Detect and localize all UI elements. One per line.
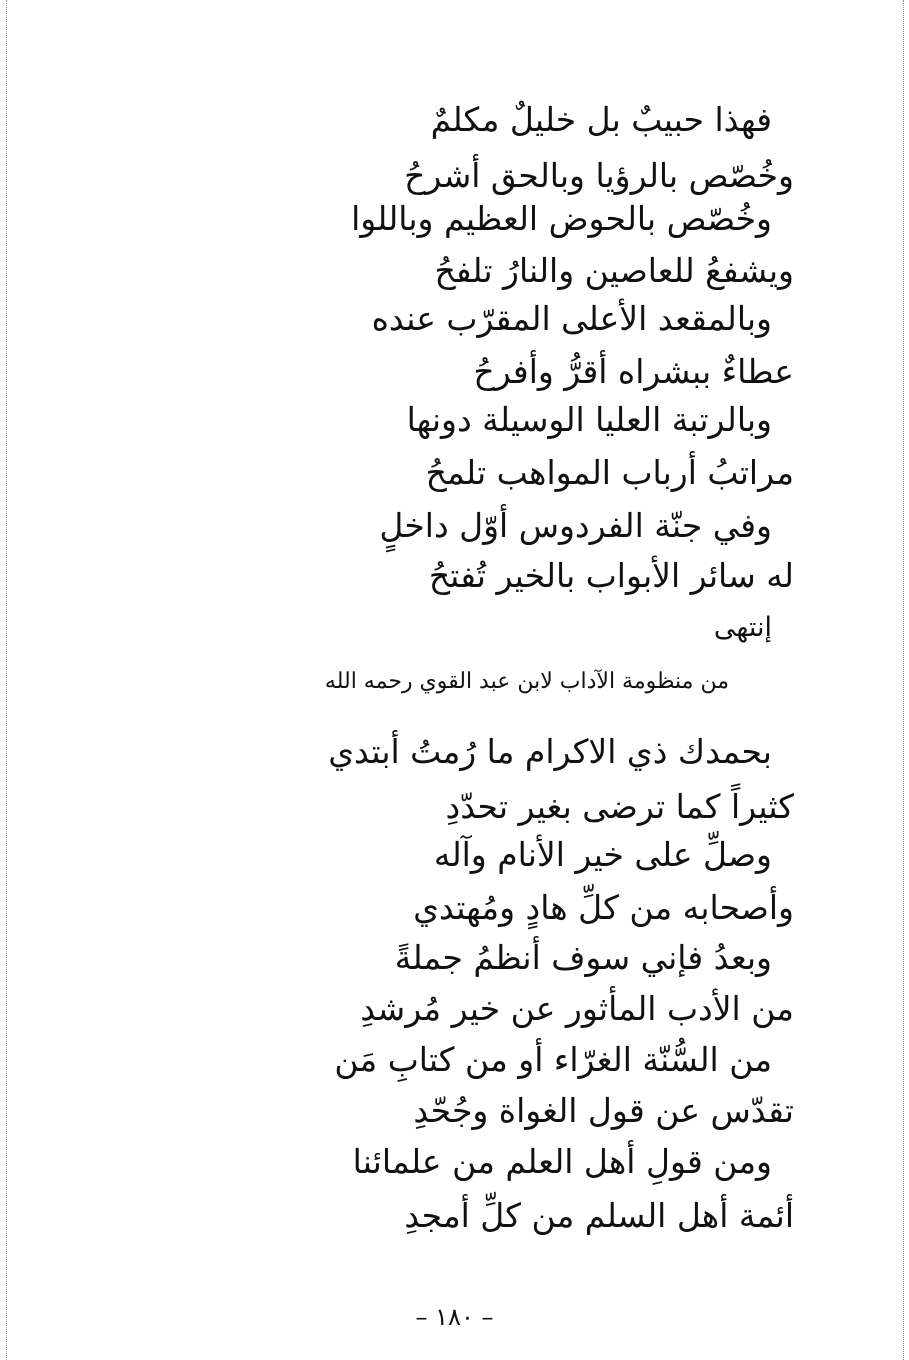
poem-two-line-4: وأصحابه من كلِّ هادٍ ومُهتدي [413,888,794,927]
poem-two-line-1: بحمدك ذي الاكرام ما رُمتُ أبتدي [328,732,772,771]
poem-two-line-9: ومن قولِ أهل العلم من علمائنا [352,1142,772,1181]
poem-two-line-8: تقدّس عن قول الغواة وجُحّدِ [413,1091,794,1130]
poem-two-line-7: من السُّنّة الغرّاء أو من كتابِ مَن [334,1040,772,1079]
poem-two-line-6: من الأدب المأثور عن خير مُرشدِ [360,989,794,1028]
poem-two-line-5: وبعدُ فإني سوف أنظمُ جملةً [394,938,772,977]
poem-one-line-2: وخُصّص بالرؤيا وبالحق أشرحُ [404,156,794,195]
poem-one-line-6: عطاءٌ ببشراه أقرُّ وأفرحُ [473,352,794,391]
poem-two-line-10: أئمة أهل السلم من كلِّ أمجدِ [404,1196,794,1235]
poem-one-line-5: وبالمقعد الأعلى المقرّب عنده [371,299,772,338]
poem-one-line-3: وخُصّص بالحوض العظيم وباللوا [351,199,772,238]
poem-one-line-7: وبالرتبة العليا الوسيلة دونها [406,400,772,439]
poem-one-line-10: له سائر الأبواب بالخير تُفتحُ [428,556,794,595]
poem-two-line-3: وصلِّ على خير الأنام وآله [433,835,772,874]
page-edge-left [6,0,7,1360]
section-heading: من منظومة الآداب لابن عبد القوي رحمه الله [324,669,729,694]
end-marker: إنتهى [713,612,772,643]
poem-one-line-8: مراتبُ أرباب المواهب تلمحُ [425,453,794,492]
poem-one-line-9: وفي جنّة الفردوس أوّل داخلٍ [379,506,772,545]
poem-one-line-4: ويشفعُ للعاصين والنارُ تلفحُ [434,251,794,290]
page-edge-right [903,0,904,1360]
poem-two-line-2: كثيراً كما ترضى بغير تحدّدِ [445,787,794,826]
page-number: – ١٨٠ – [415,1303,494,1331]
poem-one-line-1: فهذا حبيبٌ بل خليلٌ مكلمٌ [430,100,772,139]
